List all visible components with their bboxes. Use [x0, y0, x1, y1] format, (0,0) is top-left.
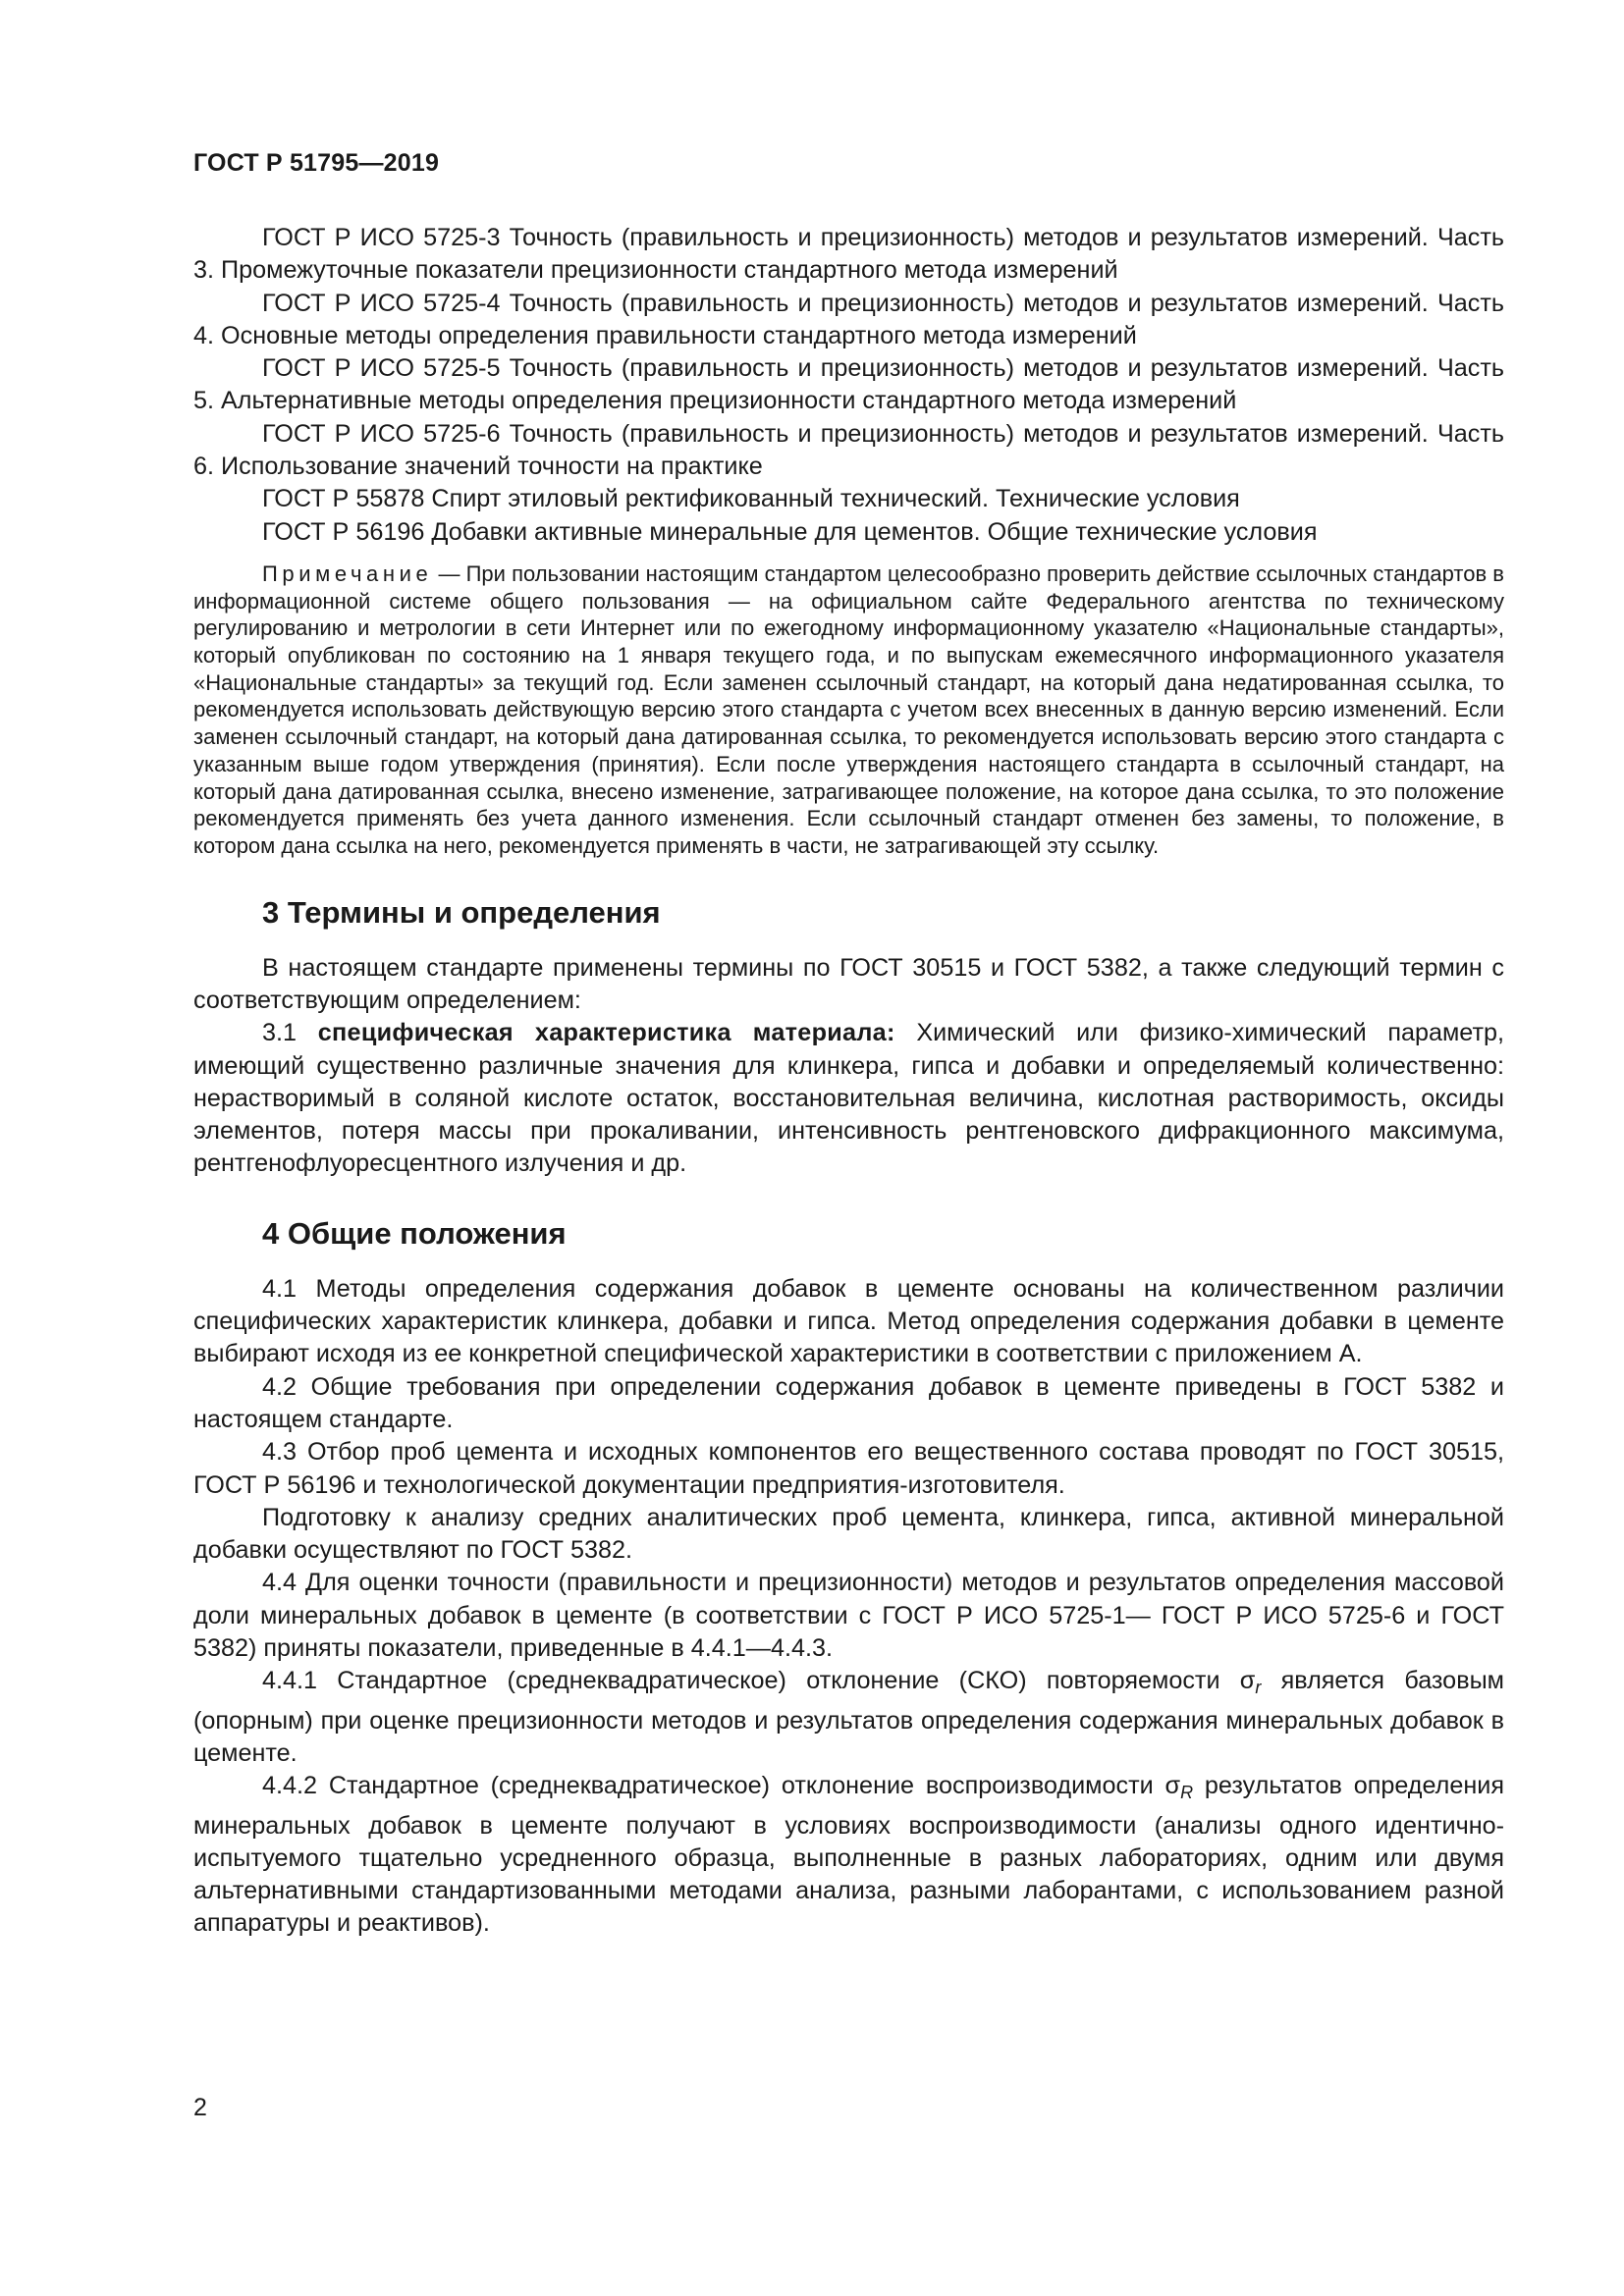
clause-4-1: 4.1 Методы определения содержания добавок в цементе основаны на количественном различии специфических характеристик клинкера, добавки и гипса. Метод определения содержания добавки в цементе выбирают исходя из ее конкретной специфической характеристики в соответствии с приложением А. — [193, 1274, 1504, 1368]
reference-title: Спирт этиловый ректификованный технический. Технические условия — [424, 485, 1240, 513]
clause-4-3: 4.3 Отбор проб цемента и исходных компонентов его вещественного состава проводят по ГОСТ 30515, ГОСТ Р 56196 и технологической документации предприятия-изготовителя. — [193, 1438, 1504, 1499]
clause-4-4-1-text-start: 4.4.1 Стандартное (среднеквадратическое) отклонение (СКО) повторяемости σ — [262, 1667, 1256, 1695]
reference-code: ГОСТ Р 55878 — [262, 485, 425, 513]
term-name: специфическая характеристика материала: — [317, 1019, 895, 1047]
clause-4-3-continuation: Подготовку к анализу средних аналитических проб цемента, клинкера, гипса, активной минеральной добавки осуществляют по ГОСТ 5382. — [193, 1503, 1504, 1565]
reference-item — [193, 288, 1504, 353]
reference-code: ГОСТ Р ИСО 5725-5 — [262, 354, 501, 383]
clause-4-4-1 — [193, 1665, 1504, 1770]
section-3-title: 3 Термины и определения — [262, 894, 661, 930]
reference-item — [193, 418, 1504, 484]
reference-item — [193, 516, 1504, 549]
term-definition — [193, 1017, 1504, 1180]
document-code-header: ГОСТ Р 51795—2019 — [193, 149, 440, 177]
reference-code: ГОСТ Р ИСО 5725-4 — [262, 289, 501, 317]
clause-4-4-2-text-start: 4.4.2 Стандартное (среднеквадратическое) отклонение воспроизводимости σ — [262, 1772, 1181, 1800]
sigma-r-subscript: r — [1255, 1678, 1262, 1698]
page-number: 2 — [193, 2094, 207, 2121]
term-definition-text: Химический или физико-химический параметр, имеющий существенно различные значения для клинкера, гипса и добавки и определяемый количественно: нерастворимый в соляной кислоте остаток, восстановительная величина, кислотная растворимость, оксиды элементов, потеря массы при прокаливании, интенсивность рентгеновского дифракционного максимума, рентгенофлуоресцентного излучения и др. — [193, 1019, 1505, 1178]
clause-4-4-2 — [193, 1770, 1504, 1940]
reference-item — [193, 483, 1504, 515]
clause-4-2: 4.2 Общие требования при определении содержания добавок в цементе приведены в ГОСТ 5382 и настоящем стандарте. — [193, 1372, 1504, 1433]
page-content — [193, 222, 1504, 1941]
note-text: — При пользовании настоящим стандартом целесообразно проверить действие ссылочных стандартов в информационной системе общего пользования — на официальном сайте Федерального агентства по техническому регулированию и метрологии в сети Интернет или по ежегодному информационному указателю «Национальные стандарты», который опубликован по состоянию на 1 января текущего года, и по выпускам ежемесячного информационного указателя «Национальные стандарты» за текущий год. Если заменен ссылочный стандарт, на который дана недатированная ссылка, то рекомендуется использовать действующую версию этого стандарта с учетом всех внесенных в данную версию изменений. Если заменен ссылочный стандарт, на который дана датированная ссылка, то рекомендуется использовать версию этого стандарта с указанным выше годом утверждения (принятия). Если после утверждения настоящего стандарта в ссылочный стандарт, на который дана датированная ссылка, внесено изменение, затрагивающее положение, на которое дана ссылка, то это положение рекомендуется применять без учета данного изменения. Если ссылочный стандарт отменен без замены, то положение, в котором дана ссылка на него, рекомендуется применять в части, не затрагивающей эту ссылку. — [193, 561, 1504, 858]
reference-title: Точность (правильность и прецизионность) методов и результатов измерений. Часть 4. Основные методы определения правильности стандартного метода измерений — [193, 289, 1504, 349]
reference-list — [193, 222, 1504, 549]
reference-code: ГОСТ Р 56196 — [262, 517, 425, 546]
section-3-intro: В настоящем стандарте применены термины по ГОСТ 30515 и ГОСТ 5382, а также следующий термин с соответствующим определением: — [193, 953, 1504, 1014]
reference-title: Точность (правильность и прецизионность) методов и результатов измерений. Часть 5. Альтернативные методы определения прецизионности стандартного метода измерений — [193, 354, 1504, 415]
clause-4-4: 4.4 Для оценки точности (правильности и прецизионности) методов и результатов определения массовой доли минеральных добавок в цементе (в соответствии с ГОСТ Р ИСО 5725-1— ГОСТ Р ИСО 5725-6 и ГОСТ 5382) приняты показатели, приведенные в 4.4.1—4.4.3. — [193, 1569, 1504, 1663]
sigma-R-subscript: R — [1180, 1783, 1194, 1803]
reference-title: Добавки активные минеральные для цементов. Общие технические условия — [424, 517, 1318, 546]
note-label: Примечание — [262, 561, 433, 586]
reference-code: ГОСТ Р ИСО 5725-3 — [262, 224, 501, 251]
reference-note — [193, 561, 1504, 860]
reference-item — [193, 352, 1504, 418]
reference-code: ГОСТ Р ИСО 5725-6 — [262, 419, 501, 448]
reference-title: Точность (правильность и прецизионность) методов и результатов измерений. Часть 6. Использование значений точности на практике — [193, 419, 1504, 481]
clause-4-4-1-text-end: является базовым (опорным) при оценке прецизионности методов и результатов определения содержания минеральных добавок в цементе. — [193, 1667, 1504, 1767]
reference-item — [193, 222, 1504, 288]
term-number: 3.1 — [262, 1019, 318, 1047]
section-4-title: 4 Общие положения — [262, 1215, 567, 1251]
reference-title: Точность (правильность и прецизионность) методов и результатов измерений. Часть 3. Промежуточные показатели прецизионности стандартного метода измерений — [193, 224, 1504, 285]
clause-4-4-2-text-end: результатов определения минеральных добавок в цементе получают в условиях воспроизводимости (анализы одного идентично-испытуемого тщательно усредненного образца, выполненные в разных лабораториях, одним или двумя альтернативными стандартизованными методами анализа, разными лаборантами, с использованием разной аппаратуры и реактивов). — [193, 1772, 1505, 1938]
